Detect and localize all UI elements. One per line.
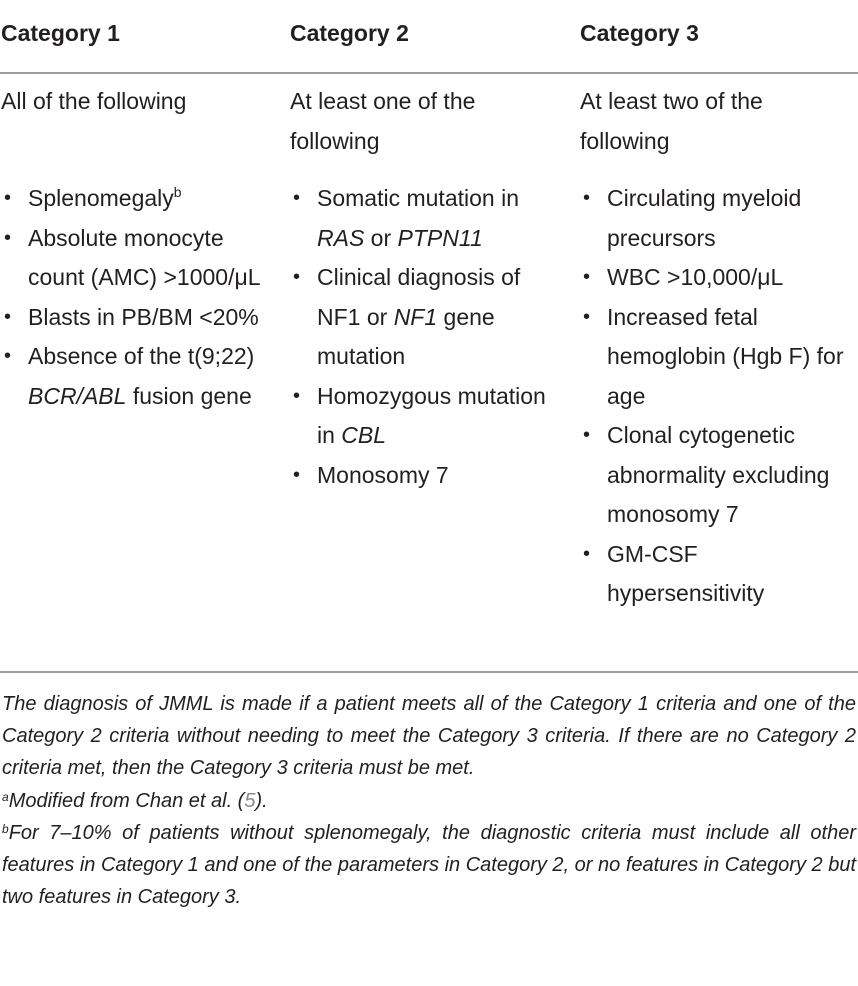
criterion-ras-ptpn11: • Somatic mutation in RAS or PTPN11 (290, 179, 562, 258)
criterion-bcr-abl-absence: • Absence of the t(9;22) BCR/ABL fusion gene (1, 337, 269, 416)
category-1-column (1, 82, 269, 416)
reference-link[interactable]: 5 (244, 789, 256, 812)
criterion-hgb-f: • Increased fetal hemoglobin (Hgb F) for age (580, 298, 856, 417)
criterion-monosomy-7: • Monosomy 7 (290, 456, 562, 496)
criterion-wbc: • WBC >10,000/μL (580, 258, 856, 298)
criterion-clonal-cytogenetic: • Clonal cytogenetic abnormality excluding monosomy 7 (580, 416, 856, 535)
category-3-list (580, 179, 856, 614)
footnote-b-marker: b (173, 184, 182, 200)
table-top-rule (0, 72, 858, 74)
header-category-3: Category 3 (580, 20, 699, 46)
category-3-intro: At least two of the following (580, 88, 763, 154)
criterion-blasts: • Blasts in PB/BM <20% (1, 298, 269, 338)
header-category-2: Category 2 (290, 20, 409, 46)
criterion-cbl: • Homozygous mutation in CBL (290, 377, 562, 456)
table-bottom-rule (0, 671, 858, 673)
criterion-amc: • Absolute monocyte count (AMC) >1000/μL (1, 219, 269, 298)
category-1-list (1, 179, 269, 416)
category-3-column (580, 82, 856, 614)
category-2-list (290, 179, 562, 495)
header-category-1: Category 1 (1, 20, 120, 46)
criterion-nf1: • Clinical diagnosis of NF1 or NF1 gene mutation (290, 258, 562, 377)
criterion-myeloid-precursors: • Circulating myeloid precursors (580, 179, 856, 258)
table-footnotes (2, 688, 856, 913)
criterion-splenomegaly: • Splenomegaly$^b$ (1, 179, 269, 219)
category-2-column (290, 82, 562, 495)
category-2-intro: At least one of the following (290, 88, 476, 154)
criterion-gm-csf: • GM-CSF hypersensitivity (580, 535, 856, 614)
category-1-intro: All of the following (1, 88, 187, 114)
footnote-main: The diagnosis of JMML is made if a patient meets all of the Category 1 criteria and one of the Category 2 criteria without needing to meet the Category 3 criteria. If there are no Category 2 criteria met, then the Category 3 criteria must be met. (2, 693, 856, 780)
footnote-a: $^a$Modified from Chan et al. (5). (2, 789, 268, 812)
footnote-b: $^b$For 7–10% of patients without splenomegaly, the diagnostic criteria must include all other features in Category 1 and one of the parameters in Category 2, or no features in Category 2 but two features in Category 3. (2, 821, 856, 909)
